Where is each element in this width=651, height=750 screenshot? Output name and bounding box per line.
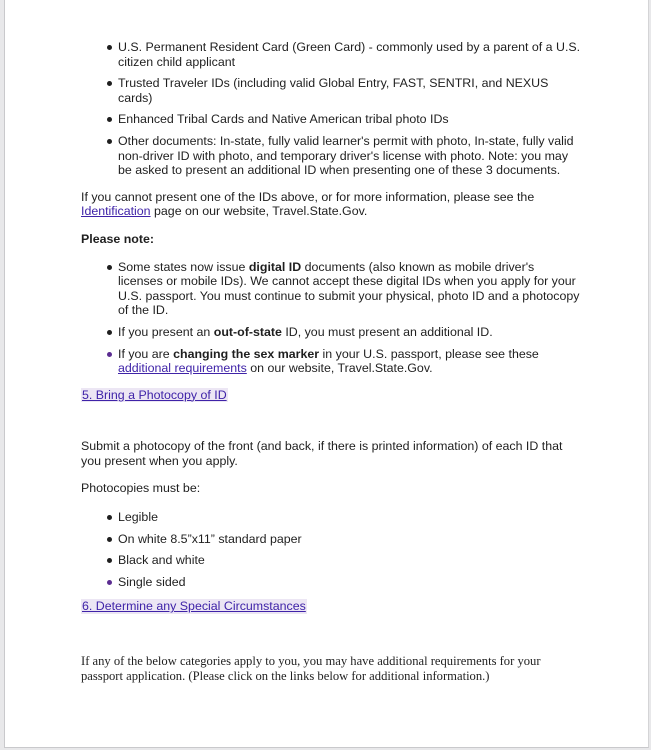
- note-text: Some states now issue: [118, 259, 249, 274]
- identification-link[interactable]: Identification: [81, 204, 151, 219]
- photocopies-must-text: Photocopies must be:: [81, 481, 201, 496]
- list-item: [81, 510, 581, 525]
- note-text: ID, you must present an additional ID.: [281, 324, 493, 339]
- bullet-icon: [107, 352, 112, 357]
- list-item: [81, 260, 581, 318]
- bullet-icon: [107, 265, 112, 270]
- list-item: [81, 347, 581, 376]
- note-text: documents (also known as mobile driver's licenses or mobile IDs). We cannot accept these digital IDs when you apply for your U.S. passport. You must continue to submit your physical, photo ID and a photocopy of the ID.: [118, 259, 580, 318]
- note-bold-text: changing the sex marker: [173, 346, 320, 361]
- bullet-icon: [107, 515, 112, 520]
- list-item: [81, 134, 581, 178]
- identification-text-after: page on our website, Travel.State.Gov.: [150, 204, 368, 219]
- bullet-icon: [107, 45, 112, 50]
- photocopy-intro: Submit a photocopy of the front (and back, if there is printed information) of each ID that you present when you apply.: [81, 439, 563, 468]
- bullet-icon: [107, 330, 112, 335]
- bullet-icon: [107, 558, 112, 563]
- additional-requirements-link[interactable]: additional requirements: [118, 361, 247, 376]
- list-item-text: Legible: [118, 510, 158, 525]
- list-item-text: Enhanced Tribal Cards and Native American tribal photo IDs: [118, 112, 449, 127]
- bullet-icon: [107, 537, 112, 542]
- section-5-link[interactable]: 5. Bring a Photocopy of ID: [82, 387, 227, 402]
- list-item: [81, 532, 581, 547]
- identification-text-before: If you cannot present one of the IDs above, or for more information, please see the: [81, 189, 535, 204]
- section-6-link[interactable]: 6. Determine any Special Circumstances: [82, 599, 306, 614]
- note-bold-text: out-of-state: [213, 324, 282, 339]
- photocopy-requirements-list: [81, 510, 581, 589]
- list-item-text: Other documents: In-state, fully valid learner's permit with photo, In-state, fully valid non-driver ID with photo, and temporary driver's license with photo. Note: you may be asked to present an additional ID when presenting one of these 3 documents.: [118, 133, 574, 178]
- list-item-text: U.S. Permanent Resident Card (Green Card) - commonly used by a parent of a U.S. citizen child applicant: [118, 40, 581, 69]
- please-note-heading: Please note:: [81, 231, 154, 246]
- bullet-icon: [107, 81, 112, 86]
- list-item: [81, 575, 581, 590]
- document-page: [4, 0, 649, 748]
- list-item-text: Trusted Traveler IDs (including valid Global Entry, FAST, SENTRI, and NEXUS cards): [118, 76, 549, 105]
- note-text: on our website, Travel.State.Gov.: [246, 361, 433, 376]
- special-circumstances-text: If any of the below categories apply to you, you may have additional requirements for your passport application. (Please click on the links below for additional information.): [81, 654, 541, 684]
- list-item-text: Single sided: [118, 574, 186, 589]
- document-content: [81, 40, 581, 684]
- bullet-icon: [107, 117, 112, 122]
- bullet-icon: [107, 580, 112, 585]
- notes-list: [81, 260, 581, 376]
- list-item: [81, 76, 581, 105]
- bullet-icon: [107, 139, 112, 144]
- list-item-text: Black and white: [118, 553, 205, 568]
- list-item: [81, 553, 581, 568]
- list-item-text: On white 8.5”x11” standard paper: [118, 531, 302, 546]
- note-text: in your U.S. passport, please see these: [319, 346, 539, 361]
- list-item: [81, 112, 581, 127]
- note-text: If you present an: [118, 324, 214, 339]
- list-item: [81, 40, 581, 69]
- list-item: [81, 325, 581, 340]
- note-text: If you are: [118, 346, 174, 361]
- note-bold-text: digital ID: [248, 259, 302, 274]
- accepted-id-list: [81, 40, 581, 178]
- identification-paragraph: [81, 190, 581, 219]
